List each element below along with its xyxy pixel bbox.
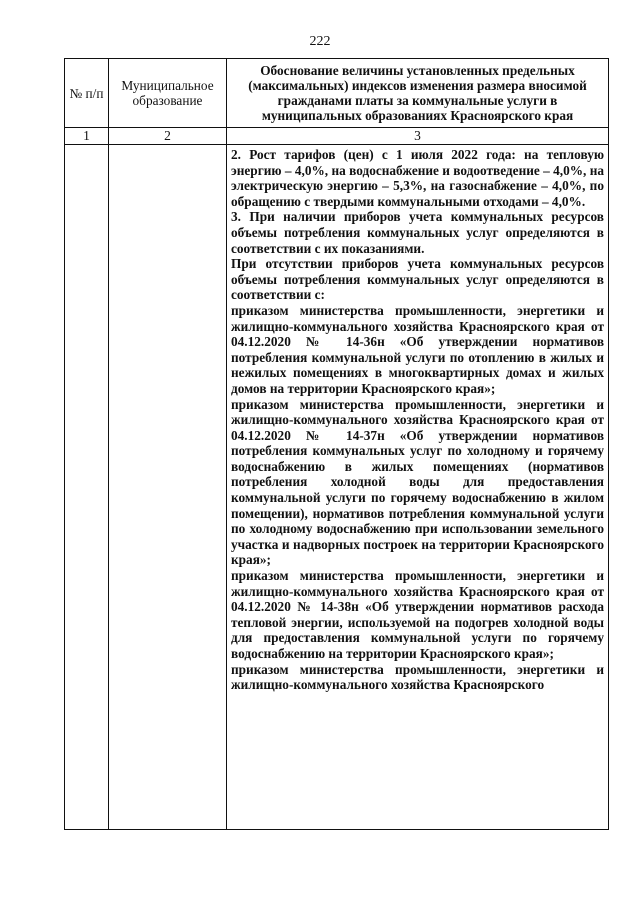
column-number: 3 bbox=[227, 128, 609, 145]
column-number: 1 bbox=[65, 128, 109, 145]
paragraph-order-14-38n: приказом министерства промышленности, энергетики и жилищно-коммунального хозяйства Красноярского края от 04.12.2020 № 14-38н «Об утверждении нормативов расхода тепловой энергии, используемой на подогрев холодной воды для предоставления коммунальной услуги по горячему водоснабжению на территории Красноярского края»; bbox=[231, 568, 604, 661]
header-justification: Обоснование величины установленных предельных (максимальных) индексов изменения размера вносимой гражданами платы за коммунальные услуги в муниципальных образованиях Красноярского края bbox=[227, 59, 609, 128]
paragraph-order-14-37n: приказом министерства промышленности, энергетики и жилищно-коммунального хозяйства Красноярского края от 04.12.2020 № 14-37н «Об утверждении нормативов потребления коммунальных услуг по холодному и горячему водоснабжению в жилых помещениях (нормативов потребления холодной воды для предоставления коммунальной услуги по горячему водоснабжению в жилом помещении), нормативов потребления коммунальной услуги по холодному водоснабжению при использовании земельного участка и надворных построек на территории Красноярского края»; bbox=[231, 396, 604, 568]
header-row-number: № п/п bbox=[65, 59, 109, 128]
column-number: 2 bbox=[109, 128, 227, 145]
paragraph-meters-absent: При отсутствии приборов учета коммунальных ресурсов объемы потребления коммунальных услуг определяются в соответствии с: bbox=[231, 256, 604, 303]
paragraph-meters-present: 3. При наличии приборов учета коммунальных ресурсов объемы потребления коммунальных услуг определяются в соответствии с их показаниями. bbox=[231, 209, 604, 256]
page-number: 222 bbox=[309, 34, 331, 49]
column-numbers-row bbox=[65, 128, 609, 145]
tariff-justification-table bbox=[64, 58, 609, 830]
row-number-cell bbox=[65, 145, 109, 830]
justification-cell bbox=[227, 145, 609, 830]
paragraph-order-continued: приказом министерства промышленности, энергетики и жилищно-коммунального хозяйства Красноярского bbox=[231, 661, 604, 693]
table-row bbox=[65, 145, 609, 830]
municipality-cell bbox=[109, 145, 227, 830]
header-municipality: Муниципальное образование bbox=[109, 59, 227, 128]
table-header-row bbox=[65, 59, 609, 128]
paragraph-order-14-36n: приказом министерства промышленности, энергетики и жилищно-коммунального хозяйства Красноярского края от 04.12.2020 № 14-36н «Об утверждении нормативов потребления коммунальной услуги по отоплению в жилых и нежилых помещениях в многоквартирных домах и жилых домов на территории Красноярского края»; bbox=[231, 302, 604, 396]
paragraph-tariff-growth: 2. Рост тарифов (цен) с 1 июля 2022 года: на тепловую энергию – 4,0%, на водоснабжение и водоотведение – 4,0%, на электрическую энергию – 5,3%, на газоснабжение – 4,0%, по обращению с твердыми коммунальными отходами – 4,0%. bbox=[231, 147, 604, 209]
